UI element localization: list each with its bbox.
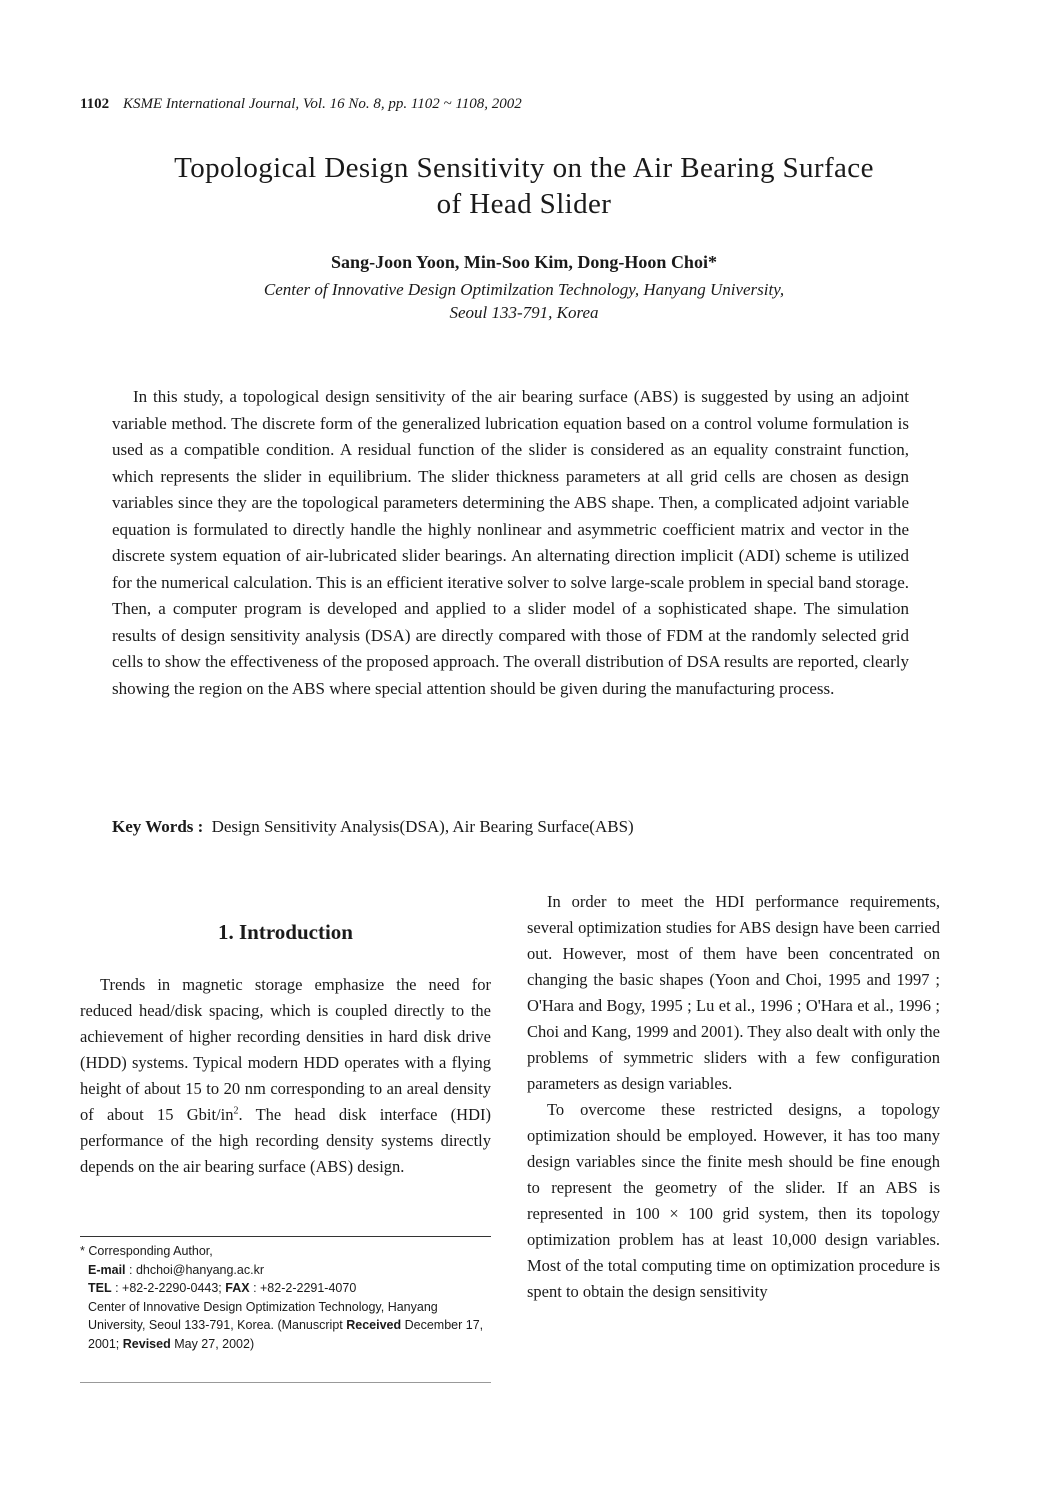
received-label: Received <box>346 1318 402 1332</box>
address-text: Center of Innovative Design Optimization Technology, Hanyang University, Seoul 133-791, Korea. (Manuscript <box>88 1299 438 1332</box>
affiliation <box>60 278 988 324</box>
right-column <box>527 889 940 1305</box>
journal-citation: KSME International Journal, Vol. 16 No. 8, pp. 1102 ~ 1108, 2002 <box>122 96 522 112</box>
phone-line <box>80 1279 491 1298</box>
intro-paragraph-1 <box>80 972 491 1180</box>
intro-p1-text: Trends in magnetic storage emphasize the need for reduced head/disk spacing, which is coupled directly to the achievement of higher recording densities in hard disk drive (HDD) systems. Typical modern HDD operates with a flying height of about 15 to 20 nm corresponding to an areal density of about 15 Gbit/in <box>80 975 491 1124</box>
intro-paragraph-3: To overcome these restricted designs, a topology optimization should be employed. However, it has too many design variables since the finite mesh should be fine enough to represent the geometry of the slider. If an ABS is represented in 100 × 100 grid system, then its topology optimization problem has at least 10,000 design variables. Most of the total computing time on optimization procedure is spent to obtain the design sensitivity <box>527 1100 940 1301</box>
received-date: December 17, 2001; <box>88 1318 484 1351</box>
keywords <box>112 817 909 837</box>
revised-label: Revised <box>122 1336 171 1351</box>
revised-date: May 27, 2002) <box>174 1336 255 1351</box>
footnote <box>80 1242 491 1353</box>
paper-title <box>60 150 988 222</box>
email-label: E-mail <box>88 1262 126 1277</box>
keywords-label: Key Words : <box>112 817 204 836</box>
abstract: In this study, a topological design sensitivity of the air bearing surface (ABS) is suggested by using an adjoint variable method. The discrete form of the generalized lubrication equation based on a control volume formulation is used as a compatible condition. A residual function of the slider is considered as an equality constraint function, which represents the slider in equilibrium. The slider thickness parameters at all grid cells are chosen as design variables since they are the topological parameters determining the ABS shape. Then, a complicated adjoint variable equation is formulated to directly handle the highly nonlinear and asymmetric coefficient matrix and vector in the discrete system equation of air-lubricated slider bearings. An alternating direction implicit (ADI) scheme is utilized for the numerical calculation. This is an efficient iterative solver to solve large-scale problem in special band storage. Then, a computer program is developed and applied to a slider model of a sophisticated shape. The simulation results of design sensitivity analysis (DSA) are directly compared with those of FDM at the randomly selected grid cells to show the effectiveness of the proposed approach. The overall distribution of DSA results are reported, clearly showing the region on the ABS where special attention should be given during the manufacturing process. <box>112 387 909 698</box>
corresponding-author: * Corresponding Author, <box>80 1244 213 1258</box>
tel-label: TEL <box>88 1281 112 1295</box>
email-value: : dhchoi@hanyang.ac.kr <box>129 1262 264 1277</box>
left-column <box>80 900 491 1180</box>
address-line <box>80 1298 491 1354</box>
keywords-text: Design Sensitivity Analysis(DSA), Air Bearing Surface(ABS) <box>211 817 634 836</box>
footnote-bottom-rule <box>80 1382 491 1383</box>
running-header <box>80 96 522 113</box>
superscript: 2 <box>233 1105 239 1117</box>
title-line-1: Topological Design Sensitivity on the Air Bearing Surface <box>174 152 874 184</box>
tel-value: : +82-2-2290-0443; <box>115 1281 222 1295</box>
affiliation-line-1: Center of Innovative Design Optimilzation Technology, Hanyang University, <box>263 280 785 299</box>
fax-label: FAX <box>225 1281 250 1295</box>
title-line-2: of Head Slider <box>436 188 612 220</box>
fax-value: : +82-2-2291-4070 <box>253 1281 357 1295</box>
intro-paragraph-2: In order to meet the HDI performance requirements, several optimization studies for ABS design have been carried out. However, most of them have been concentrated on changing the basic shapes (Yoon and Choi, 1995 and 1997 ; O'Hara and Bogy, 1995 ; Lu et al., 1996 ; O'Hara et al., 1996 ; Choi and Kang, 1999 and 2001). They also dealt with only the problems of symmetric sliders with a few configuration parameters as design variables. <box>527 892 940 1093</box>
intro-p1-text-cont: . The head disk interface (HDI) performance of the high recording density systems directly depends on the air bearing surface (ABS) design. <box>80 1105 492 1176</box>
page-number: 1102 <box>80 96 110 112</box>
email-line <box>80 1261 491 1280</box>
footnote-divider <box>80 1236 491 1237</box>
affiliation-line-2: Seoul 133-791, Korea <box>449 303 599 322</box>
section-heading-introduction: 1. Introduction <box>218 920 353 944</box>
author-list: Sang-Joon Yoon, Min-Soo Kim, Dong-Hoon Choi* <box>331 252 717 272</box>
